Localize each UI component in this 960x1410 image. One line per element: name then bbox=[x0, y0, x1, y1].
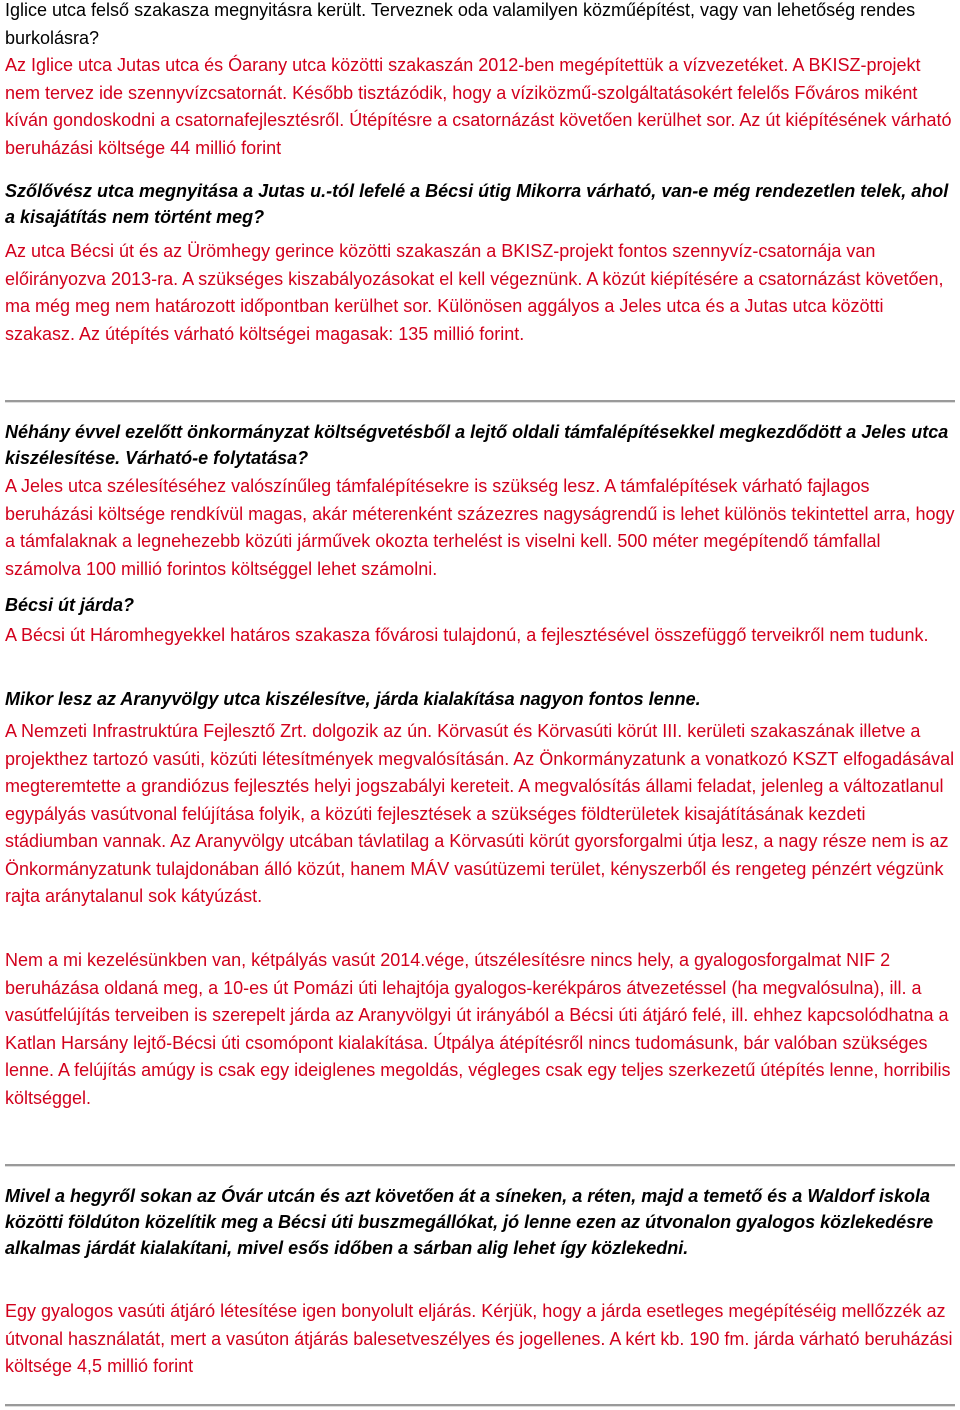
answer-aranyvolgy-utca-1: A Nemzeti Infrastruktúra Fejlesztő Zrt. dolgozik az ún. Körvasút és Körvasúti körút III. kerületi szakaszának illetve a projekthez tartozó vasúti, közúti létesítmények megvalósításán. Az Önkormányzatunk a vonatkozó KSZT elfogadásával megteremtette a grandiózus fejlesztés helyi jogszabályi kereteit. A megvalósítás állami feladat, jelenleg a változatlanul egypályás vasútvonal felújítása folyik, a közúti fejlesztések a szükséges földterületek kisajátításának kezdeti stádiumban vannak. Az Aranyvölgy utcában távlatilag a Körvasúti körút gyorsforgalmi útja lesz, a nagy része nem is az Önkormányzatunk tulajdonában álló közút, hanem MÁV vasútüzemi terület, kényszerből és rengeteg pénzért végzünk rajta aránytalanul sok kátyúzást. bbox=[5, 721, 955, 906]
answer-jeles-utca: A Jeles utca szélesítéséhez valószínűleg támfalépítésekre is szükség lesz. A támfalépítések várható fajlagos beruházási költsége rendkívül magas, akár méterenként százezres nagyságrendű is lehet különös tekintettel arra, hogy a támfalaknak a legnehezebb közúti járművek okozta terhelést is viselni kell. 500 méter megépítendő támfallal számolva 100 millió forintos költséggel lehet számolni. bbox=[5, 476, 955, 579]
question-aranyvolgy-utca: Mikor lesz az Aranyvölgy utca kiszélesítve, járda kialakítása nagyon fontos lenne. bbox=[5, 689, 701, 709]
divider-3 bbox=[5, 1404, 955, 1407]
question-iglice-utca: Iglice utca felső szakasza megnyitásra került. Terveznek oda valamilyen közműépítést, vagy van lehetőség rendes burkolásra? bbox=[5, 0, 916, 48]
answer-szolovesz-utca: Az utca Bécsi út és az Ürömhegy gerince közötti szakaszán a BKISZ-projekt fontos szennyvíz-csatornája van előirányozva 2013-ra. A szükséges kiszabályozásokat el kell végeznünk. A közút kiépítésére a csatornázást követően, ma még meg nem határozott időpontban kerülhet sor. Különösen aggályos a Jeles utca és a Jutas utca közötti szakasz. Az útépítés várható költségei magasak: 135 millió forint. bbox=[5, 241, 944, 344]
question-becsi-ut-jarda: Bécsi út járda? bbox=[5, 595, 135, 615]
answer-becsi-ut-jarda: A Bécsi út Háromhegyekkel határos szakasza fővárosi tulajdonú, a fejlesztésével összefüggő terveikről nem tudunk. bbox=[5, 625, 929, 645]
question-ovar-utca-jarda: Mivel a hegyről sokan az Óvár utcán és azt követően át a síneken, a réten, majd a temető és a Waldorf iskola közötti földúton közelítik meg a Bécsi úti buszmegállókat, jó lenne ezen az útvonalon gyalogos közlekedésre alkalmas járdát kialakítani, mivel esős időben a sárban alig lehet így közlekedni. bbox=[5, 1186, 934, 1258]
answer-iglice-utca: Az Iglice utca Jutas utca és Óarany utca közötti szakaszán 2012-ben megépítettük a vízvezetéket. A BKISZ-projekt nem tervez ide szennyvízcsatornát. Később tisztázódik, hogy a víziközmű-szolgáltatásokért felelős Főváros miként kíván gondoskodni a csatornafejlesztésről. Útépítésre a csatornázást követően kerülhet sor. Az út kiépítésének várható beruházási költsége 44 millió forint bbox=[5, 55, 952, 158]
divider-2 bbox=[5, 1164, 955, 1167]
answer-aranyvolgy-utca-2: Nem a mi kezelésünkben van, kétpályás vasút 2014.vége, útszélesítésre nincs hely, a gyalogosforgalmat NIF 2 beruházása oldaná meg, a 10-es út Pomázi úti lehajtója gyalogos-kerékpáros átvezetéssel (ha megvalósulna), ill. a vasútfelújítás terveiben is szerepelt járda az Aranyvölgyi út irányából a Bécsi úti átjáró felé, ill. ehhez kapcsolódhatna a Katlan Harsány lejtő-Bécsi úti csomópont kialakítása. Útpálya átépítésről nincs tudomásunk, bár valóban szükséges lenne. A felújítás amúgy is csak egy ideiglenes megoldás, végleges csak egy teljes szerkezetű útépítés lenne, horribilis költséggel. bbox=[5, 950, 951, 1108]
question-szolovesz-utca: Szőlővész utca megnyitása a Jutas u.-tól lefelé a Bécsi útig Mikorra várható, van-e még rendezetlen telek, ahol a kisajátítás nem történt meg? bbox=[5, 181, 949, 227]
divider-1 bbox=[5, 400, 955, 403]
question-jeles-utca: Néhány évvel ezelőtt önkormányzat költségvetésből a lejtő oldali támfalépítésekkel megkezdődött a Jeles utca kiszélesítése. Várható-e folytatása? bbox=[5, 422, 949, 468]
answer-ovar-utca-jarda: Egy gyalogos vasúti átjáró létesítése igen bonyolult eljárás. Kérjük, hogy a járda esetleges megépítéséig mellőzzék az útvonal használatát, mert a vasúton átjárás balesetveszélyes és jogellenes. A kért kb. 190 fm. járda várható beruházási költsége 4,5 millió forint bbox=[5, 1301, 953, 1376]
section-iglice-utca bbox=[5, 0, 955, 162]
